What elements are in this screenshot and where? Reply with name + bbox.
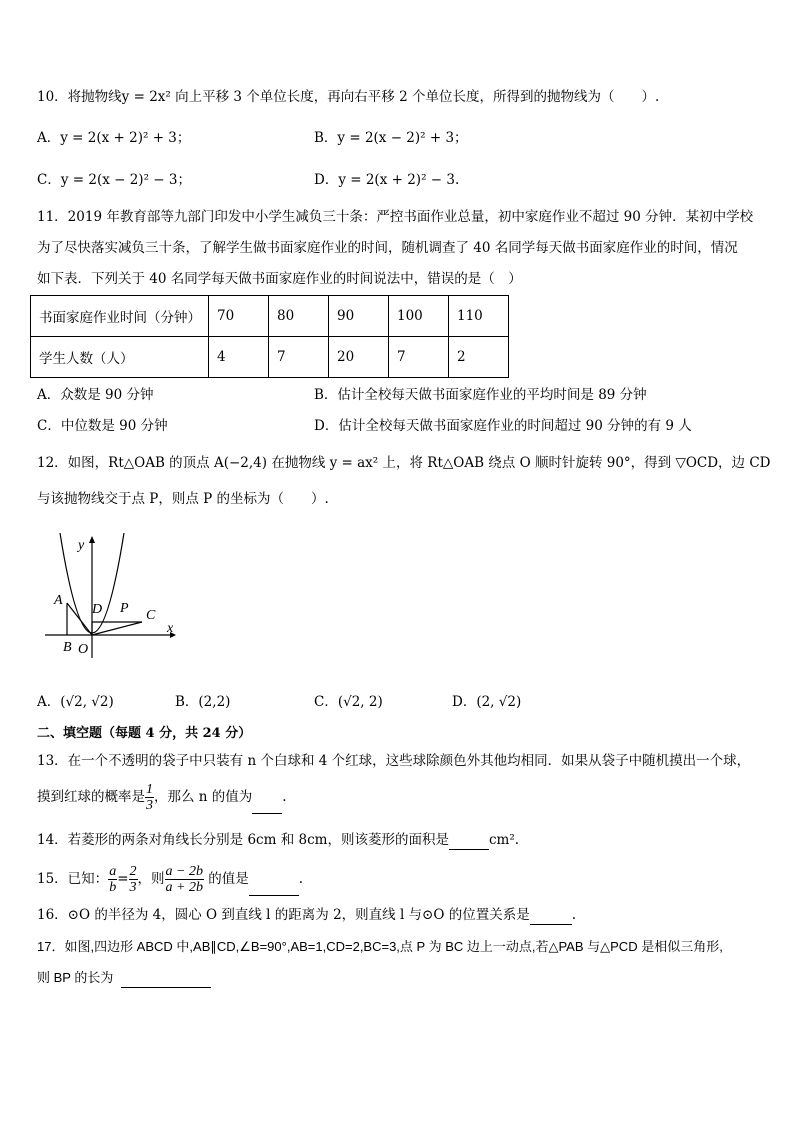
q17-stem-line2: [37, 968, 211, 988]
table-cell: 书面家庭作业时间（分钟）: [31, 296, 209, 337]
label-b: B: [63, 640, 72, 655]
table-cell: 20: [329, 337, 389, 378]
label-y: y: [78, 538, 85, 553]
q12-stem-line1: 12．如图，Rt△OAB 的顶点 A(−2,4) 在抛物线 y = ax² 上，将 Rt△OAB 绕点 O 顺时针旋转 90°，得到 ▽OCD，边 CD: [37, 455, 771, 471]
q15-f1-den: b: [109, 880, 117, 895]
q15-equals: =: [117, 871, 129, 887]
q10-option-b: B．y = 2(x − 2)² + 3；: [314, 130, 468, 146]
y-axis-arrow: [89, 536, 95, 543]
q16-end: .: [571, 907, 577, 923]
table-cell: 70: [209, 296, 269, 337]
q15-post: 的值是: [203, 871, 249, 887]
table-cell: 学生人数（人）: [31, 337, 209, 378]
q10-option-a: A．y = 2(x + 2)² + 3；: [37, 130, 191, 146]
table-cell: 4: [209, 337, 269, 378]
q15-stem: [37, 862, 303, 896]
q15-f2-den: 3: [129, 880, 137, 895]
q15-fraction-ab: [108, 864, 117, 895]
label-d: D: [92, 602, 103, 617]
segment-ao: [67, 603, 92, 635]
q17-answer-blank[interactable]: [121, 969, 211, 988]
q13-pre: 摸到红球的概率是: [37, 789, 145, 805]
table-row: [31, 337, 509, 378]
q15-answer-blank[interactable]: [249, 875, 299, 896]
q13-stem-line2: [37, 780, 287, 814]
q16-answer-blank[interactable]: [530, 904, 572, 925]
q11-stem-line3: 如下表．下列关于 40 名同学每天做书面家庭作业的时间说法中，错误的是（ ）: [37, 271, 522, 287]
segment-oc: [92, 622, 142, 635]
q13-end: .: [282, 789, 287, 805]
label-p: P: [120, 601, 129, 616]
q13-fraction: [145, 782, 154, 813]
q15-end: .: [298, 871, 304, 887]
q16-stem: [37, 904, 576, 925]
table-cell: 110: [449, 296, 509, 337]
q12-option-d: D．(2, √2): [452, 694, 522, 710]
q11-stem-line1: 11．2019 年教育部等九部门印发中小学生减负三十条：严控书面作业总量，初中家庭作业不超过 90 分钟．某初中学校: [37, 209, 754, 225]
table-cell: 100: [389, 296, 449, 337]
q15-f3-den: a + 2b: [165, 880, 203, 895]
q13-answer-blank[interactable]: [252, 793, 282, 814]
q14-stem: [37, 829, 519, 850]
q12-option-c: C．(√2, 2): [314, 694, 383, 710]
table-cell: 2: [449, 337, 509, 378]
q10-stem: 10．将抛物线y = 2x² 向上平移 3 个单位长度，再向右平移 2 个单位长度，所得到的抛物线为（ ）.: [37, 89, 660, 105]
q10-option-c: C．y = 2(x − 2)² − 3；: [37, 172, 191, 188]
q13-frac-den: 3: [146, 798, 153, 813]
table-cell: 80: [269, 296, 329, 337]
q14-pre: 14．若菱形的两条对角线长分别是 6cm 和 8cm，则该菱形的面积是: [37, 832, 449, 848]
q12-option-a: A．(√2, √2): [37, 694, 114, 710]
table-row: [31, 296, 509, 337]
q11-stem-line2: 为了尽快落实减负三十条，了解学生做书面家庭作业的时间，随机调查了 40 名同学每天做书面家庭作业的时间，情况: [37, 240, 738, 256]
q13-post: ，那么 n 的值为: [154, 789, 253, 805]
q12-figure: [40, 533, 190, 663]
q15-f3-num: a − 2b: [165, 864, 203, 879]
q11-option-a: A．众数是 90 分钟: [37, 387, 154, 403]
q15-pre: 15．已知：: [37, 871, 109, 887]
q12-option-b: B．(2,2): [175, 694, 231, 710]
q16-pre: 16．⊙O 的半径为 4，圆心 O 到直线 l 的距离为 2，则直线 l 与⊙O 的位置关系是: [37, 907, 530, 923]
table-cell: 7: [389, 337, 449, 378]
q15-f2-num: 2: [129, 864, 137, 879]
table-cell: 90: [329, 296, 389, 337]
q15-fraction-expr: [165, 864, 204, 895]
q10-option-d: D．y = 2(x + 2)² − 3.: [314, 172, 460, 188]
label-a: A: [54, 593, 63, 608]
q14-post: cm².: [488, 832, 520, 848]
q14-answer-blank[interactable]: [449, 829, 489, 850]
q15-fraction-23: [129, 864, 138, 895]
q12-stem-line2: 与该抛物线交于点 P，则点 P 的坐标为（ ）.: [37, 491, 329, 507]
q15-f1-num: a: [109, 864, 117, 879]
homework-time-table: [30, 295, 509, 378]
q17-stem-line1: 17．如图,四边形 ABCD 中,AB∥CD,∠B=90°,AB=1,CD=2,BC=3,点 P 为 BC 边上一动点,若△PAB 与△PCD 是相似三角形,: [37, 939, 723, 954]
q13-stem-line1: 13．在一个不透明的袋子中只装有 n 个白球和 4 个红球，这些球除颜色外其他均相同．如果从袋子中随机摸出一个球，: [37, 753, 751, 769]
q13-frac-num: 1: [146, 782, 153, 797]
q15-mid: ，则: [137, 871, 165, 887]
table-cell: 7: [269, 337, 329, 378]
label-o: O: [78, 642, 89, 657]
q11-option-d: D．估计全校每天做书面家庭作业的时间超过 90 分钟的有 9 人: [314, 418, 692, 434]
q11-option-c: C．中位数是 90 分钟: [37, 418, 168, 434]
label-c: C: [146, 608, 156, 623]
label-x: x: [167, 621, 174, 636]
q17-line2-text: 则 BP 的长为: [37, 970, 114, 985]
q11-option-b: B．估计全校每天做书面家庭作业的平均时间是 89 分钟: [314, 387, 647, 403]
section-heading: 二、填空题（每题 4 分，共 24 分）: [37, 726, 252, 741]
